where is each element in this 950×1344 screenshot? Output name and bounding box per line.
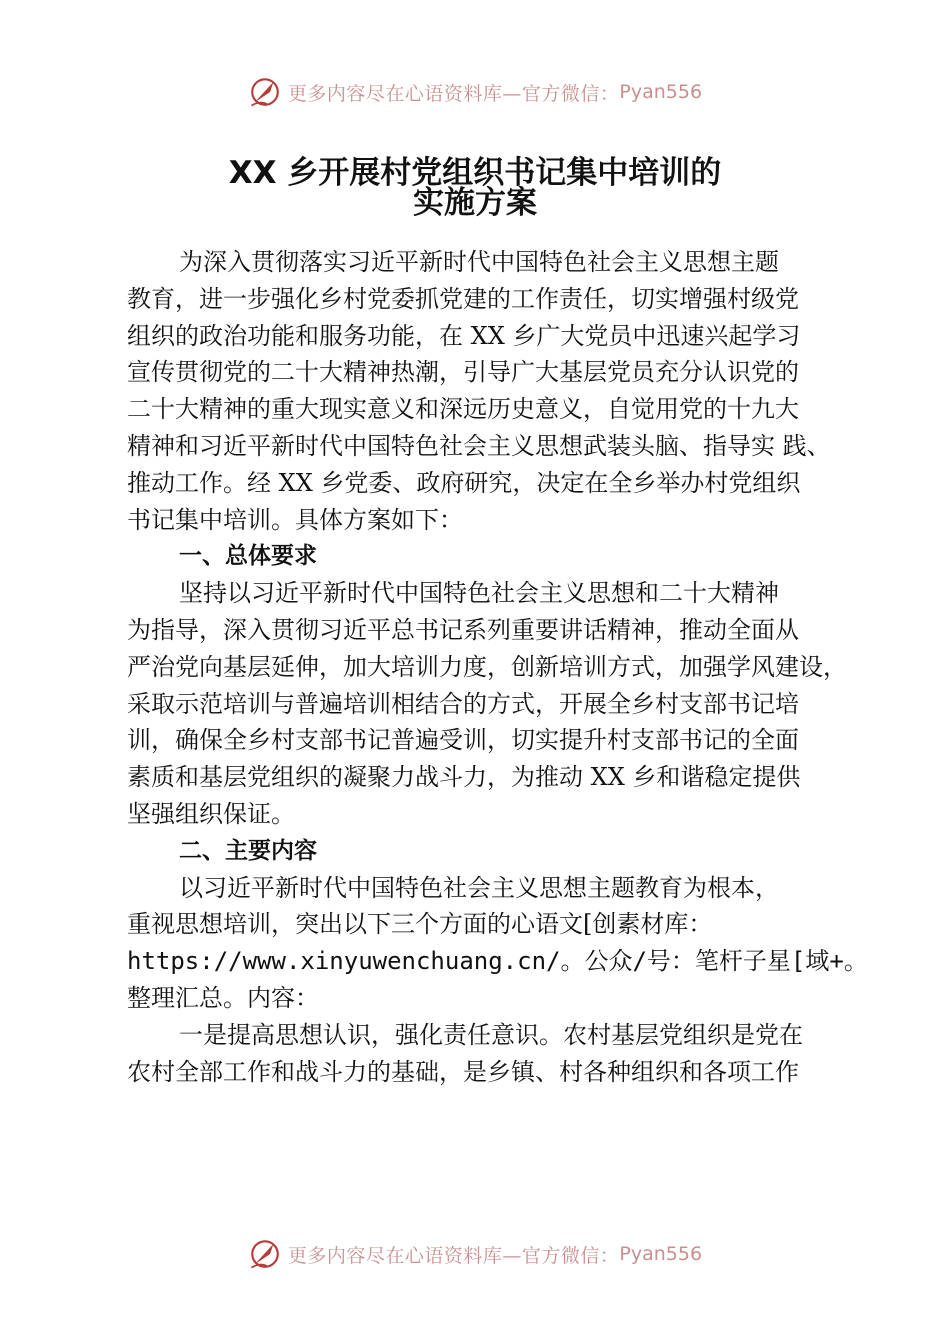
section-heading-1: 一、总体要求 bbox=[179, 543, 317, 570]
quill-logo-icon bbox=[248, 1237, 282, 1271]
intro-line: 书记集中培训。具体方案如下： bbox=[127, 505, 463, 534]
banner-wechat-id: Pyan556 bbox=[619, 1243, 703, 1265]
intro-line: 精神和习近平新时代中国特色社会主义思想武装头脑、指导实 践、 bbox=[127, 431, 831, 460]
section1-line: 采取示范培训与普遍培训相结合的方式，开展全乡村支部书记培 bbox=[127, 689, 799, 718]
section1-line: 素质和基层党组织的凝聚力战斗力，为推动 XX 乡和谐稳定提供 bbox=[127, 763, 801, 792]
quill-logo-icon bbox=[248, 75, 282, 109]
document-title bbox=[0, 155, 950, 221]
section1-line: 为指导，深入贯彻习近平总书记系列重要讲话精神，推动全面从 bbox=[127, 615, 799, 644]
document-body bbox=[127, 244, 868, 1090]
intro-line: 宣传贯彻党的二十大精神热潮，引导广大基层党员充分认识党的 bbox=[127, 358, 799, 387]
header-banner bbox=[0, 70, 950, 114]
title-line-2: 实施方案 bbox=[413, 185, 537, 221]
section2-line: 农村全部工作和战斗力的基础，是乡镇、村各种组织和各项工作 bbox=[127, 1057, 799, 1086]
section2-line: 整理汇总。内容： bbox=[127, 983, 319, 1012]
section2-line: 以习近平新时代中国特色社会主义思想主题教育为根本， bbox=[179, 873, 779, 902]
section2-line: 一是提高思想认识，强化责任意识。农村基层党组织是党在 bbox=[179, 1020, 803, 1049]
section1-line: 严治党向基层延伸，加大培训力度，创新培训方式，加强学风建设， bbox=[127, 652, 847, 681]
banner-wechat-id: Pyan556 bbox=[619, 81, 703, 103]
intro-line: 为深入贯彻落实习近平新时代中国特色社会主义思想主题 bbox=[179, 248, 779, 276]
title-line-1: XX 乡开展村党组织书记集中培训的 bbox=[228, 155, 722, 191]
intro-line: 推动工作。经 XX 乡党委、政府研究，决定在全乡举办村党组织 bbox=[127, 468, 801, 497]
section2-url-line: https://www.xinyuwenchuang.cn/。公众/号：笔杆子星[域+。 bbox=[127, 947, 868, 976]
footer-banner bbox=[0, 1232, 950, 1276]
section1-line: 训，确保全乡村支部书记普遍受训，切实提升村支部书记的全面 bbox=[127, 726, 799, 755]
intro-line: 教育，进一步强化乡村党委抓党建的工作责任，切实增强村级党 bbox=[127, 284, 799, 313]
section2-line: 重视思想培训，突出以下三个方面的心语文[创素材库： bbox=[127, 910, 713, 939]
section-heading-2: 二、主要内容 bbox=[179, 837, 317, 864]
banner-text: 更多内容尽在心语资料库—官方微信： bbox=[287, 1244, 620, 1267]
section1-line: 坚强组织保证。 bbox=[127, 799, 295, 828]
intro-line: 二十大精神的重大现实意义和深远历史意义，自觉用党的十九大 bbox=[127, 395, 799, 424]
section1-line: 坚持以习近平新时代中国特色社会主义思想和二十大精神 bbox=[179, 579, 779, 608]
banner-text: 更多内容尽在心语资料库—官方微信： bbox=[287, 82, 620, 105]
intro-line: 组织的政治功能和服务功能，在 XX 乡广大党员中迅速兴起学习 bbox=[127, 321, 801, 350]
